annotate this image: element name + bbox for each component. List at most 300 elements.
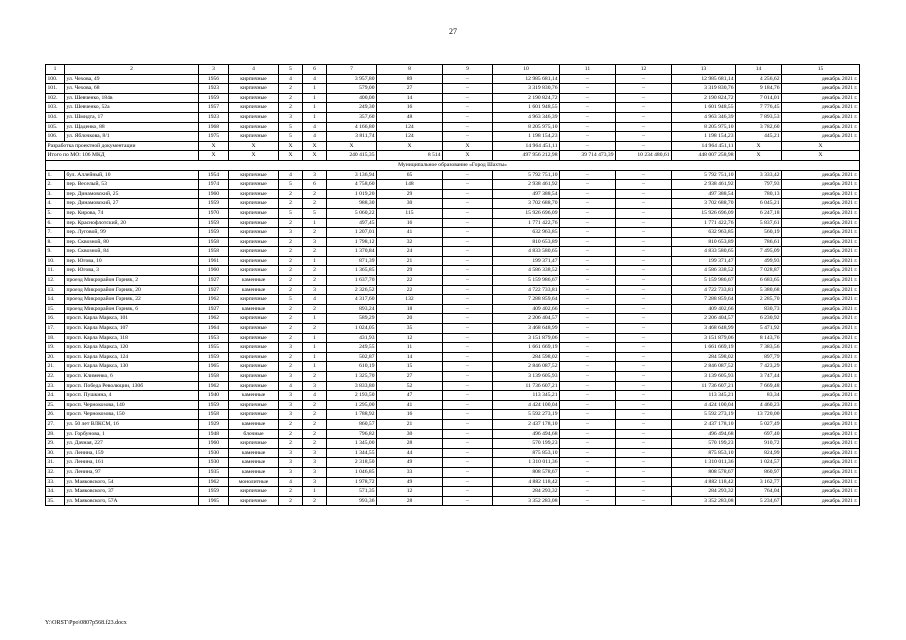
table-cell: – bbox=[616, 314, 672, 324]
table-cell: 2 bbox=[303, 247, 327, 257]
table-cell: кирпичные bbox=[229, 352, 279, 362]
table-cell: 1 bbox=[303, 333, 327, 343]
table-cell: – bbox=[443, 122, 493, 132]
table-cell: 2 bbox=[303, 266, 327, 276]
table-cell: 1965 bbox=[199, 362, 229, 372]
table-cell: кирпичные bbox=[229, 381, 279, 391]
table-cell: 2 bbox=[303, 496, 327, 506]
table-cell: – bbox=[616, 132, 672, 142]
table-cell: 4 833 580,65 bbox=[493, 247, 560, 257]
table-cell: 1962 bbox=[199, 295, 229, 305]
table-cell: – bbox=[443, 362, 493, 372]
table-cell: – bbox=[443, 103, 493, 113]
table-cell: 1961 bbox=[199, 256, 229, 266]
table-cell: – bbox=[616, 372, 672, 382]
table-cell: 83,34 bbox=[736, 391, 782, 401]
table-cell: ул. 50 лет ВЛКСМ, 16 bbox=[65, 419, 199, 429]
table-cell: 1960 bbox=[199, 266, 229, 276]
table-cell: 2 bbox=[303, 199, 327, 209]
table-cell: ул. Дачная, 227 bbox=[65, 439, 199, 449]
table-cell: 4 586 338,52 bbox=[493, 266, 560, 276]
table-cell: 2 bbox=[279, 247, 303, 257]
table-cell: – bbox=[560, 295, 616, 305]
table-cell: пер. Сквозной, 80 bbox=[65, 237, 199, 247]
table-cell: – bbox=[560, 496, 616, 506]
table-cell: 5 159 986,67 bbox=[672, 276, 736, 286]
table-cell: 1 365,85 bbox=[327, 266, 377, 276]
table-cell: 13 720,00 bbox=[736, 410, 782, 420]
table-cell: 34. bbox=[46, 487, 65, 497]
table-cell: 4 424 100,04 bbox=[493, 400, 560, 410]
table-cell: 103. bbox=[46, 103, 65, 113]
table-cell: пер. Динамовский, 27 bbox=[65, 199, 199, 209]
table-cell: – bbox=[616, 304, 672, 314]
table-cell: 2 bbox=[303, 228, 327, 238]
table-cell: проезд Микрорайон Горняк, 2 bbox=[65, 276, 199, 286]
table-cell: декабрь 2021 г. bbox=[782, 189, 860, 199]
table-cell: 1 bbox=[303, 218, 327, 228]
table-cell: кирпичные bbox=[229, 199, 279, 209]
table-cell: – bbox=[616, 93, 672, 103]
table-cell: – bbox=[443, 189, 493, 199]
table-cell: 8. bbox=[46, 237, 65, 247]
table-cell: 1958 bbox=[199, 247, 229, 257]
document-file-path: Y:\ORST\Ppo\0807p568.f23.docx bbox=[45, 620, 127, 626]
table-cell: – bbox=[560, 343, 616, 353]
table-cell: 4. bbox=[46, 199, 65, 209]
table-cell: просп. Карла Маркса, 124 bbox=[65, 352, 199, 362]
table-cell: просп. Чернокозова, 150 bbox=[65, 410, 199, 420]
table-cell: 893,24 bbox=[327, 304, 377, 314]
table-cell: декабрь 2021 г. bbox=[782, 93, 860, 103]
table-cell: 27 bbox=[377, 84, 443, 94]
table-cell: 100. bbox=[46, 74, 65, 84]
table-cell: декабрь 2021 г. bbox=[782, 419, 860, 429]
column-number: 2 bbox=[65, 65, 199, 75]
table-cell: 400,00 bbox=[327, 93, 377, 103]
table-cell: 5 bbox=[279, 295, 303, 305]
table-cell: декабрь 2021 г. bbox=[782, 391, 860, 401]
table-cell: 3 bbox=[279, 400, 303, 410]
table-cell: – bbox=[443, 343, 493, 353]
table-cell: 24 bbox=[377, 247, 443, 257]
table-cell: 4 722 733,81 bbox=[493, 285, 560, 295]
table-cell: 49 bbox=[377, 477, 443, 487]
table-cell: 3 bbox=[303, 448, 327, 458]
table-cell: 2 bbox=[303, 419, 327, 429]
table-cell: 3 bbox=[303, 458, 327, 468]
table-cell: 1 bbox=[303, 112, 327, 122]
table-cell: 3 782,60 bbox=[736, 122, 782, 132]
table-cell: кирпичные bbox=[229, 410, 279, 420]
table-cell: – bbox=[443, 237, 493, 247]
table-cell: – bbox=[616, 381, 672, 391]
table-cell: X bbox=[303, 141, 327, 151]
table-cell: 824,99 bbox=[736, 448, 782, 458]
table-cell: 284 293,32 bbox=[672, 487, 736, 497]
table-cell: 1959 bbox=[199, 218, 229, 228]
table-cell: пер. Югова, 10 bbox=[65, 256, 199, 266]
table-cell: 4 256,62 bbox=[736, 74, 782, 84]
table-cell: – bbox=[560, 180, 616, 190]
table-cell: – bbox=[616, 247, 672, 257]
table-cell: просп. Карла Маркса, 107 bbox=[65, 324, 199, 334]
table-cell: – bbox=[443, 276, 493, 286]
table-cell: – bbox=[560, 170, 616, 180]
table-cell: X bbox=[279, 151, 303, 161]
table-cell: декабрь 2021 г. bbox=[782, 132, 860, 142]
table-cell: 764,04 bbox=[736, 487, 782, 497]
table-row bbox=[46, 132, 860, 142]
table-cell: – bbox=[443, 324, 493, 334]
table-cell: 4 722 733,81 bbox=[672, 285, 736, 295]
table-cell: – bbox=[616, 112, 672, 122]
row-label: Разработка проектной документации bbox=[46, 141, 199, 151]
table-cell: кирпичные bbox=[229, 122, 279, 132]
table-row bbox=[46, 295, 860, 305]
table-cell: ул. Маяковского, 54 bbox=[65, 477, 199, 487]
table-cell: X bbox=[199, 141, 229, 151]
table-cell: 1 024,05 bbox=[327, 324, 377, 334]
table-cell: 357,60 bbox=[327, 112, 377, 122]
table-cell: 132 bbox=[377, 295, 443, 305]
table-cell: декабрь 2021 г. bbox=[782, 448, 860, 458]
table-cell: – bbox=[616, 189, 672, 199]
table-cell: 786,61 bbox=[736, 237, 782, 247]
table-cell: – bbox=[560, 189, 616, 199]
table-cell: 2 bbox=[279, 237, 303, 247]
table-cell: 2 846 087,52 bbox=[493, 362, 560, 372]
table-cell: 113 345,21 bbox=[672, 391, 736, 401]
table-cell: – bbox=[443, 304, 493, 314]
table-cell: кирпичные bbox=[229, 362, 279, 372]
table-row bbox=[46, 103, 860, 113]
table-cell: 3 702 688,70 bbox=[493, 199, 560, 209]
table-cell: 115 bbox=[377, 208, 443, 218]
table-cell: 29 bbox=[377, 266, 443, 276]
table-cell: кирпичные bbox=[229, 208, 279, 218]
table-cell: 2 bbox=[279, 304, 303, 314]
table-cell: 33 bbox=[377, 467, 443, 477]
table-cell: декабрь 2021 г. bbox=[782, 304, 860, 314]
table-cell: 3 139 605,93 bbox=[493, 372, 560, 382]
table-cell: кирпичные bbox=[229, 400, 279, 410]
table-row bbox=[46, 477, 860, 487]
table-cell: – bbox=[560, 84, 616, 94]
table-cell: 988,30 bbox=[327, 199, 377, 209]
table-cell: 16. bbox=[46, 314, 65, 324]
table-cell: 148 bbox=[377, 180, 443, 190]
table-cell: 5. bbox=[46, 208, 65, 218]
column-number-row bbox=[46, 65, 860, 75]
table-cell: 5 592 273,19 bbox=[672, 410, 736, 420]
table-cell: – bbox=[560, 372, 616, 382]
table-cell: 5 027,49 bbox=[736, 419, 782, 429]
table-cell: 3 bbox=[279, 343, 303, 353]
table-cell: – bbox=[443, 199, 493, 209]
table-cell: 2 326,52 bbox=[327, 285, 377, 295]
table-cell: 32 bbox=[377, 237, 443, 247]
table-cell: 1954 bbox=[199, 170, 229, 180]
page-number: 27 bbox=[449, 27, 457, 36]
table-cell: – bbox=[443, 381, 493, 391]
table-cell: 4 317,60 bbox=[327, 295, 377, 305]
table-cell: 1964 bbox=[199, 324, 229, 334]
table-row bbox=[46, 419, 860, 429]
table-cell: 105. bbox=[46, 122, 65, 132]
table-cell: 1 661 669,19 bbox=[672, 343, 736, 353]
table-cell: декабрь 2021 г. bbox=[782, 333, 860, 343]
table-cell: 27. bbox=[46, 419, 65, 429]
table-cell: – bbox=[616, 74, 672, 84]
table-cell: 30 bbox=[377, 429, 443, 439]
table-cell: 1927 bbox=[199, 276, 229, 286]
table-cell: 5 bbox=[279, 132, 303, 142]
table-cell: 497 956 212,98 bbox=[493, 151, 560, 161]
table-cell: кирпичные bbox=[229, 93, 279, 103]
table-cell: – bbox=[443, 477, 493, 487]
table-cell: 2 bbox=[279, 496, 303, 506]
table-cell: – bbox=[443, 458, 493, 468]
table-cell: 17. bbox=[46, 324, 65, 334]
table-cell: – bbox=[560, 400, 616, 410]
table-cell: – bbox=[560, 391, 616, 401]
table-cell: декабрь 2021 г. bbox=[782, 324, 860, 334]
table-cell: декабрь 2021 г. bbox=[782, 400, 860, 410]
table-cell: 1 198 154,23 bbox=[672, 132, 736, 142]
table-cell: декабрь 2021 г. bbox=[782, 429, 860, 439]
table-cell: 30. bbox=[46, 448, 65, 458]
table-cell: 14 bbox=[377, 93, 443, 103]
table-cell: 14 964 451,11 bbox=[672, 141, 736, 151]
table-cell: 2 bbox=[279, 439, 303, 449]
table-cell: 1 bbox=[303, 256, 327, 266]
table-cell: декабрь 2021 г. bbox=[782, 381, 860, 391]
table-cell: – bbox=[560, 314, 616, 324]
table-cell: декабрь 2021 г. bbox=[782, 74, 860, 84]
table-cell: 6. bbox=[46, 218, 65, 228]
table-cell: – bbox=[443, 352, 493, 362]
table-cell: – bbox=[560, 276, 616, 286]
table-cell: – bbox=[616, 208, 672, 218]
table-cell: 20. bbox=[46, 352, 65, 362]
column-number: 15 bbox=[782, 65, 860, 75]
table-cell: декабрь 2021 г. bbox=[782, 276, 860, 286]
table-cell: 1955 bbox=[199, 343, 229, 353]
table-cell: декабрь 2021 г. bbox=[782, 180, 860, 190]
table-cell: – bbox=[443, 496, 493, 506]
table-cell: 1 310 011,36 bbox=[493, 458, 560, 468]
table-cell: 199 371,47 bbox=[493, 256, 560, 266]
column-number: 6 bbox=[303, 65, 327, 75]
table-cell: – bbox=[443, 372, 493, 382]
table-cell: ул. Шевченко, 52а bbox=[65, 103, 199, 113]
table-cell: 2 bbox=[279, 419, 303, 429]
table-cell: 2 193,50 bbox=[327, 391, 377, 401]
table-cell: 14 bbox=[377, 352, 443, 362]
section-title: Муниципальное образование «Город Шахты» bbox=[46, 160, 860, 170]
table-cell: просп. Чернокозова, 140 bbox=[65, 400, 199, 410]
table-cell: – bbox=[616, 276, 672, 286]
table-cell: 1962 bbox=[199, 477, 229, 487]
table-cell: 1 024,57 bbox=[736, 458, 782, 468]
table-cell: 632 963,85 bbox=[493, 228, 560, 238]
table-cell: 10. bbox=[46, 256, 65, 266]
table-cell: 27 bbox=[377, 372, 443, 382]
table-cell: 3 bbox=[303, 285, 327, 295]
table-cell: 2 bbox=[279, 266, 303, 276]
table-cell: декабрь 2021 г. bbox=[782, 170, 860, 180]
table-cell: – bbox=[616, 256, 672, 266]
table-cell: 4 882 118,42 bbox=[672, 477, 736, 487]
table-cell: 4 963 346,39 bbox=[493, 112, 560, 122]
table-cell: декабрь 2021 г. bbox=[782, 343, 860, 353]
table-cell: 2 bbox=[303, 276, 327, 286]
table-cell: 3 136,94 bbox=[327, 170, 377, 180]
table-cell: X bbox=[199, 151, 229, 161]
table-cell: 1 198 154,23 bbox=[493, 132, 560, 142]
table-cell: 7. bbox=[46, 228, 65, 238]
table-cell: декабрь 2021 г. bbox=[782, 237, 860, 247]
table-cell: 12 985 681,14 bbox=[493, 74, 560, 84]
table-cell: 25. bbox=[46, 400, 65, 410]
table-cell: 1960 bbox=[199, 189, 229, 199]
table-cell: 1959 bbox=[199, 400, 229, 410]
table-cell: 1 788,92 bbox=[327, 410, 377, 420]
table-cell: кирпичные bbox=[229, 343, 279, 353]
table-cell: 1923 bbox=[199, 84, 229, 94]
table-cell: 1 bbox=[303, 93, 327, 103]
table-cell: – bbox=[616, 439, 672, 449]
table-cell: 22 bbox=[377, 285, 443, 295]
table-cell: 1 798,12 bbox=[327, 237, 377, 247]
table-cell: 2 bbox=[279, 199, 303, 209]
table-cell: 1 601 948,55 bbox=[493, 103, 560, 113]
table-cell: 6 045,21 bbox=[736, 199, 782, 209]
table-cell: 3 bbox=[279, 228, 303, 238]
table-cell: – bbox=[443, 247, 493, 257]
table-row bbox=[46, 199, 860, 209]
table-cell: 570 199,23 bbox=[672, 439, 736, 449]
table-cell: 1 019,20 bbox=[327, 189, 377, 199]
table-cell: 1 370,84 bbox=[327, 247, 377, 257]
table-cell: 2 bbox=[279, 362, 303, 372]
table-cell: – bbox=[560, 381, 616, 391]
table-cell: 48 bbox=[377, 112, 443, 122]
table-cell: X bbox=[279, 141, 303, 151]
table-cell: – bbox=[616, 410, 672, 420]
table-cell: 560,19 bbox=[736, 228, 782, 238]
table-cell: кирпичные bbox=[229, 103, 279, 113]
table-cell: – bbox=[560, 103, 616, 113]
table-row bbox=[46, 429, 860, 439]
table-cell: просп. Клименко, 6 bbox=[65, 372, 199, 382]
table-cell: – bbox=[443, 400, 493, 410]
table-cell: – bbox=[616, 419, 672, 429]
table-cell: просп. Карла Маркса, 120 bbox=[65, 343, 199, 353]
table-row bbox=[46, 180, 860, 190]
table-cell: 5 380,68 bbox=[736, 285, 782, 295]
table-cell: пер. Сквозной, 84 bbox=[65, 247, 199, 257]
table-cell: 4 460,23 bbox=[736, 400, 782, 410]
table-cell: 1 325,70 bbox=[327, 372, 377, 382]
table-cell: кирпичные bbox=[229, 496, 279, 506]
table-cell: кирпичные bbox=[229, 74, 279, 84]
table-cell: декабрь 2021 г. bbox=[782, 122, 860, 132]
table-cell: декабрь 2021 г. bbox=[782, 352, 860, 362]
table-cell: 104. bbox=[46, 112, 65, 122]
table-cell: 5 471,92 bbox=[736, 324, 782, 334]
table-cell: 65 bbox=[377, 170, 443, 180]
table-cell: – bbox=[616, 180, 672, 190]
table-cell: пер. Динамовский, 25 bbox=[65, 189, 199, 199]
table-cell: – bbox=[560, 419, 616, 429]
table-cell: 1958 bbox=[199, 372, 229, 382]
table-cell: – bbox=[560, 362, 616, 372]
table-row bbox=[46, 228, 860, 238]
table-row bbox=[46, 496, 860, 506]
table-cell: 4 bbox=[303, 132, 327, 142]
table-cell: декабрь 2021 г. bbox=[782, 410, 860, 420]
table-cell: 2 bbox=[279, 314, 303, 324]
column-number: 8 bbox=[377, 65, 443, 75]
table-cell: – bbox=[560, 285, 616, 295]
table-cell: 13. bbox=[46, 285, 65, 295]
table-row bbox=[46, 276, 860, 286]
column-number: 13 bbox=[672, 65, 736, 75]
table-cell: кирпичные bbox=[229, 237, 279, 247]
table-cell: 4 758,60 bbox=[327, 180, 377, 190]
table-cell: кирпичные bbox=[229, 180, 279, 190]
table-cell: каменные bbox=[229, 391, 279, 401]
table-cell: 2 206 404,57 bbox=[672, 314, 736, 324]
table-cell: 2 bbox=[303, 439, 327, 449]
table-cell: 1959 bbox=[199, 93, 229, 103]
table-cell: 21 bbox=[377, 256, 443, 266]
table-cell: декабрь 2021 г. bbox=[782, 256, 860, 266]
table-cell: 4 833 580,65 bbox=[672, 247, 736, 257]
table-cell: декабрь 2021 г. bbox=[782, 112, 860, 122]
table-cell: – bbox=[560, 333, 616, 343]
table-cell: 249,55 bbox=[327, 343, 377, 353]
table-cell: 5 bbox=[303, 208, 327, 218]
table-cell: – bbox=[616, 324, 672, 334]
table-cell: – bbox=[560, 448, 616, 458]
table-cell: 4 bbox=[303, 122, 327, 132]
table-cell: 1958 bbox=[199, 237, 229, 247]
table-cell: 810 653,89 bbox=[493, 237, 560, 247]
table-cell: 3 bbox=[303, 477, 327, 487]
table-cell: 5 234,67 bbox=[736, 496, 782, 506]
table-cell: 1959 bbox=[199, 199, 229, 209]
column-number: 5 bbox=[279, 65, 303, 75]
table-cell: 1970 bbox=[199, 208, 229, 218]
table-cell: – bbox=[616, 448, 672, 458]
table-cell: 11 bbox=[377, 343, 443, 353]
table-cell: 12 985 681,14 bbox=[672, 74, 736, 84]
table-cell: – bbox=[616, 266, 672, 276]
table-row bbox=[46, 458, 860, 468]
table-cell: декабрь 2021 г. bbox=[782, 208, 860, 218]
table-cell: X bbox=[229, 151, 279, 161]
table-cell: кирпичные bbox=[229, 256, 279, 266]
table-cell: 2 190 824,72 bbox=[493, 93, 560, 103]
table-cell: 102. bbox=[46, 93, 65, 103]
table-row bbox=[46, 333, 860, 343]
table-cell: декабрь 2021 г. bbox=[782, 314, 860, 324]
table-cell: X bbox=[736, 151, 782, 161]
table-cell: просп. Пушкина, 4 bbox=[65, 391, 199, 401]
